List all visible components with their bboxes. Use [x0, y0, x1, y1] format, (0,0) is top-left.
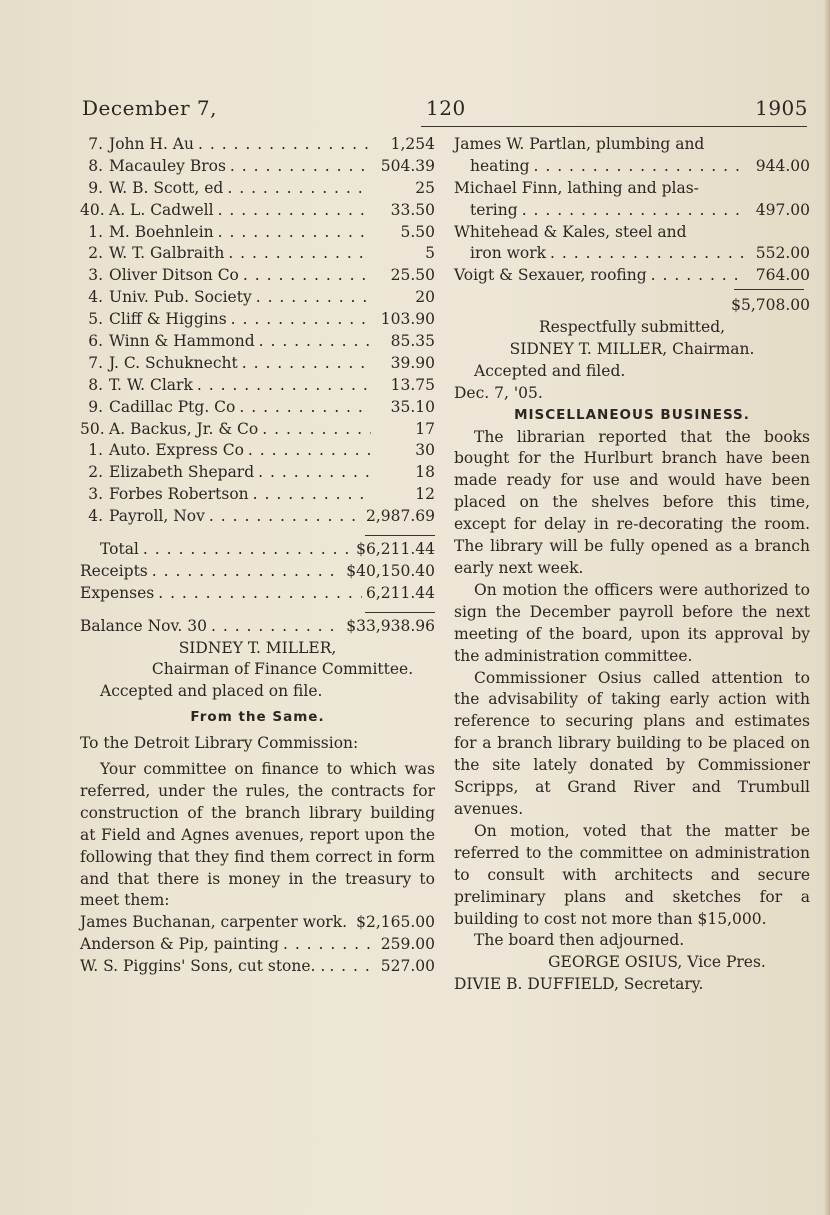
payment-number: 7. [88, 135, 103, 153]
expenses-label: Expenses [80, 583, 155, 602]
page-header [82, 96, 808, 126]
contract-row [454, 156, 810, 178]
contract-amount: 944.00 [755, 156, 810, 175]
payment-number: 2. [88, 244, 103, 263]
payment-number: 9. [88, 178, 103, 197]
payment-amount: 5.50 [400, 222, 435, 241]
payment-amount: 85.35 [390, 332, 435, 351]
total-row [80, 539, 435, 561]
from-same-heading: From the Same. [190, 709, 325, 726]
payment-amount: 18 [415, 463, 435, 482]
payment-payee: W. T. Galbraith [109, 244, 225, 263]
payment-amount: 13.75 [390, 375, 435, 394]
payment-amount: 25 [415, 178, 435, 197]
contract-row [454, 200, 810, 222]
payment-amount: 12 [415, 485, 435, 504]
payment-amount: 30 [415, 441, 435, 460]
payment-row [80, 440, 435, 462]
payment-number: 5. [88, 310, 103, 329]
contract-row [80, 912, 435, 934]
secretary-signature: DIVIE B. DUFFIELD, Secretary. [454, 975, 704, 994]
payment-payee: Payroll, Nov [109, 507, 205, 526]
receipts-row [80, 561, 435, 583]
contracts-left-list [80, 912, 435, 978]
payment-amount: 1,254 [390, 135, 435, 153]
payment-row [80, 265, 435, 287]
total-amount: $6,211.44 [356, 540, 435, 559]
misc-paragraphs [454, 427, 810, 953]
payment-row [80, 331, 435, 353]
payment-row [80, 419, 435, 441]
payment-number: 7. [88, 353, 103, 372]
contract-label: iron work [470, 244, 547, 263]
contract-label: tering [470, 200, 518, 219]
contract-row [80, 934, 435, 956]
submission-date: Dec. 7, '05. [454, 383, 543, 402]
payment-number: 40. [80, 200, 105, 219]
payment-payee: Winn & Hammond [109, 332, 255, 351]
payments-list [80, 134, 435, 528]
payment-number: 50. [80, 419, 105, 438]
contracts-total: $5,708.00 [731, 296, 810, 315]
balance-label: Balance Nov. 30 [80, 616, 207, 635]
payment-row [80, 200, 435, 222]
misc-paragraph: On motion, voted that the matter be referred to the committee on administration to consult with architects and secure preliminary plans and sketches for a building to cost not more than $15,000. [454, 821, 810, 928]
header-date: December 7, [82, 96, 218, 120]
finance-signer: SIDNEY T. MILLER, [178, 638, 337, 657]
payment-number: 8. [88, 375, 103, 394]
header-year: 1905 [755, 96, 808, 120]
payment-row [80, 375, 435, 397]
payment-number: 4. [88, 507, 103, 526]
contract-amount: 497.00 [755, 200, 810, 219]
payment-number: 3. [88, 266, 103, 285]
payment-amount: 103.90 [380, 310, 435, 329]
misc-heading: MISCELLANEOUS BUSINESS. [514, 406, 750, 423]
total-label: Total [100, 540, 139, 559]
payment-amount: 2,987.69 [365, 507, 435, 526]
payment-amount: 17 [415, 419, 435, 438]
payment-payee: A. L. Cadwell [109, 200, 214, 219]
contract-label: Voigt & Sexauer, roofing [454, 266, 647, 285]
payment-number: 1. [88, 441, 103, 460]
contract-label: W. S. Piggins' Sons, cut stone. . [80, 957, 326, 976]
header-rule [421, 126, 807, 127]
receipts-label: Receipts [80, 561, 148, 580]
respectfully: Respectfully submitted, [538, 318, 726, 337]
payment-row [80, 222, 435, 244]
contract-row [454, 265, 810, 287]
payment-number: 4. [88, 288, 103, 307]
payment-row [80, 309, 435, 331]
finance-action: Accepted and placed on file. [100, 682, 323, 701]
payment-payee: Forbes Robertson [109, 485, 249, 504]
contracts-total-rule [734, 289, 804, 291]
contract-label: Anderson & Pip, painting [80, 935, 279, 954]
salutation: To the Detroit Library Commission: [80, 734, 359, 753]
misc-paragraph: On motion the officers were authorized to sign the December payroll before the next meeting of the board, upon its approval by the administration committee. [454, 580, 810, 665]
payment-payee: Cliff & Higgins [109, 310, 227, 329]
contract-line: Whitehead & Kales, steel and [454, 222, 687, 241]
submission-action: Accepted and filed. [474, 361, 626, 380]
balance-row [80, 616, 435, 638]
expenses-amount: 6,211.44 [365, 583, 435, 602]
contract-amount: 259.00 [380, 935, 435, 954]
payment-row [80, 134, 435, 156]
payment-amount: 33.50 [390, 200, 435, 219]
contract-amount: $2,165.00 [356, 913, 435, 932]
contracts-right-list [454, 134, 810, 287]
payment-amount: 5 [425, 244, 435, 263]
contract-label: heating [470, 156, 530, 175]
misc-paragraph: The librarian reported that the books bought for the Hurlburt branch have been made ready for use and would have been placed on the shelves before this time, except for delay in re-decorating the room. The library will be fully opened as a branch early next week. [454, 427, 810, 578]
contract-label: James Buchanan, carpenter work. [80, 913, 348, 932]
payment-payee: W. B. Scott, ed [109, 178, 224, 197]
payment-number: 9. [88, 397, 103, 416]
contract-line: Michael Finn, lathing and plas- [454, 178, 699, 197]
payment-payee: J. C. Schuknecht [109, 353, 238, 372]
submission-signer: SIDNEY T. MILLER, Chairman. [509, 340, 755, 359]
vice-pres-signature: GEORGE OSIUS, Vice Pres. [548, 953, 766, 972]
balance-rule [365, 612, 435, 614]
contract-row [454, 243, 810, 265]
contract-row [80, 956, 435, 978]
payment-payee: M. Boehnlein [109, 222, 214, 241]
header-page-number: 120 [426, 96, 466, 120]
payment-row [80, 178, 435, 200]
payment-row [80, 484, 435, 506]
contract-amount: 527.00 [380, 957, 435, 976]
contract-line: James W. Partlan, plumbing and [454, 135, 705, 153]
payment-row [80, 287, 435, 309]
payment-amount: 39.90 [390, 353, 435, 372]
payment-amount: 25.50 [390, 266, 435, 285]
payment-number: 3. [88, 485, 103, 504]
payment-payee: Cadillac Ptg. Co [109, 397, 236, 416]
finance-body: Your committee on finance to which was referred, under the rules, the contracts for construction of the branch library building at Field and Agnes avenues, report upon the following that they find them correct in form and that there is money in the treasury to meet them: [80, 760, 435, 910]
payment-amount: 504.39 [380, 156, 435, 175]
contract-amount: 764.00 [755, 266, 810, 285]
payment-row [80, 353, 435, 375]
total-rule [365, 535, 435, 537]
left-column [80, 134, 435, 978]
payment-payee: Oliver Ditson Co [109, 266, 239, 285]
payment-number: 2. [88, 463, 103, 482]
payment-payee: T. W. Clark [109, 375, 193, 394]
payment-number: 1. [88, 222, 103, 241]
finance-title: Chairman of Finance Committee. [151, 660, 414, 679]
payment-row [80, 243, 435, 265]
payment-payee: Elizabeth Shepard [109, 463, 255, 482]
balance-amount: $33,938.96 [346, 616, 435, 635]
receipts-amount: $40,150.40 [346, 561, 435, 580]
payment-payee: A. Backus, Jr. & Co [109, 419, 259, 438]
payment-number: 6. [88, 332, 103, 351]
payment-amount: 35.10 [390, 397, 435, 416]
payment-row [80, 506, 435, 528]
misc-paragraph: Commissioner Osius called attention to the advisability of taking early action with reference to securing plans and estimates for a branch library building to be placed on the site lately donated by Commissioner Scripps, at Grand River and Trumbull avenues. [454, 668, 810, 818]
expenses-row [80, 583, 435, 605]
payment-payee: John H. Au [109, 135, 194, 153]
payment-payee: Auto. Express Co [109, 441, 244, 460]
payment-row [80, 462, 435, 484]
payment-payee: Macauley Bros [109, 156, 226, 175]
payment-number: 8. [88, 156, 103, 175]
page-edge-shadow [824, 0, 830, 1215]
misc-paragraph: The board then adjourned. [474, 931, 685, 950]
payment-row [80, 397, 435, 419]
payment-payee: Univ. Pub. Society [109, 288, 252, 307]
contract-amount: 552.00 [755, 244, 810, 263]
payment-amount: 20 [415, 288, 435, 307]
right-column [454, 134, 810, 996]
payment-row [80, 156, 435, 178]
